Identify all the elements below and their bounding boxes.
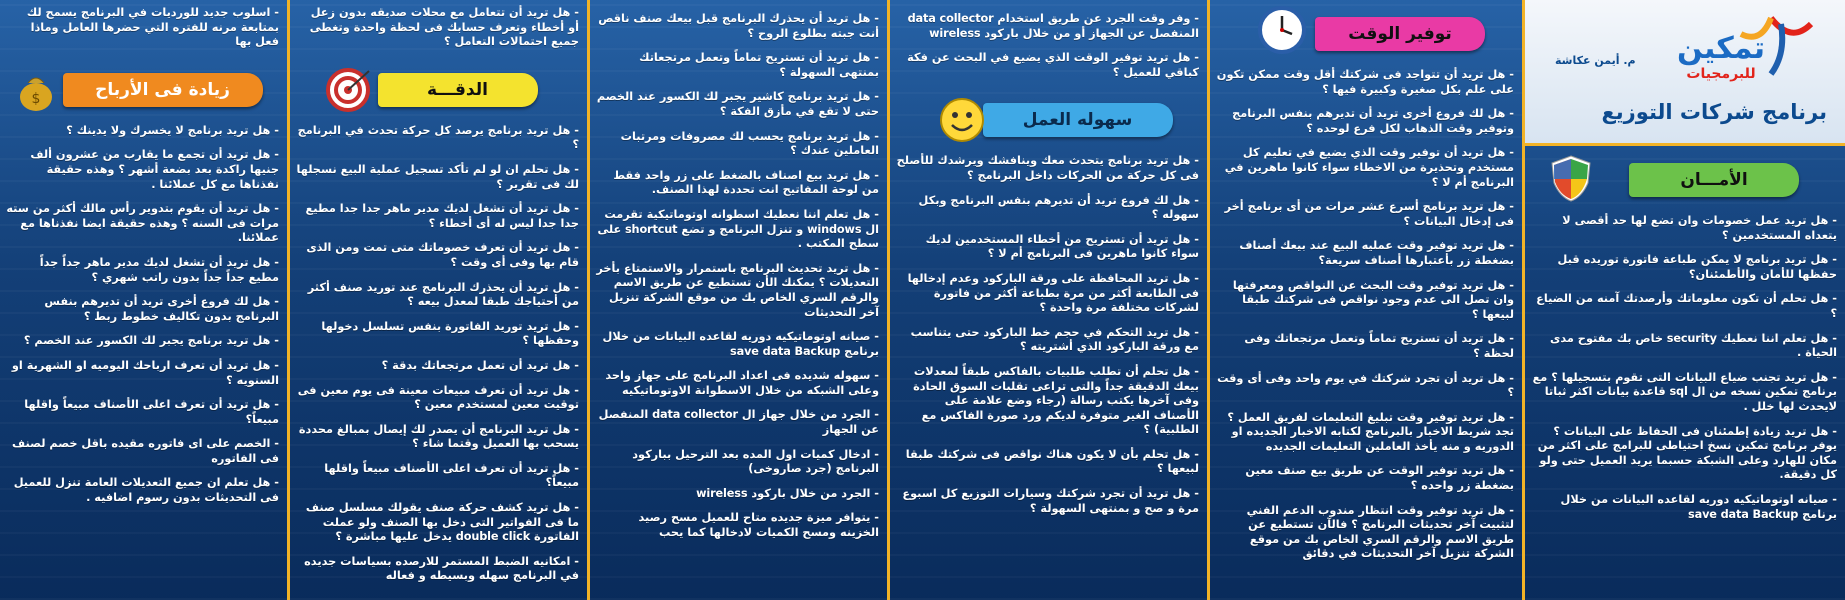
list-item: - هل تريد أن تتعامل مع محلات صديقه بدون زعل أو أخطاء وتعرف حسابك فى لحظة واحدة وتغطى جميع احتمالات التعامل ؟ xyxy=(296,6,579,50)
list-item: - سهوله شديده فى اعداد البرنامج على جهاز واحد وعلى الشبكه من خلال الاسطوانة الاوتوماتيكيه xyxy=(596,369,879,398)
list-item: - هل لك فروع تريد أن تديرهم بنفس البرنامج وبكل سهوله ؟ xyxy=(896,194,1199,223)
column-ease xyxy=(890,0,1210,600)
shield-icon xyxy=(1545,152,1597,204)
list-item: - هل تريد المحافظة على ورقة الباركود وعدم إدخالها فى الطابعة أكثر من مرة بطباعة أكثر من فاتورة لشركات مختلفة مرة واحدة ؟ xyxy=(896,272,1199,316)
list-item: - هل تحلم بأن لا يكون هناك نواقص فى شركتك طبقا لبيعها ؟ xyxy=(896,448,1199,477)
list-item: - هل تريد أن تستريح تماماً وتعمل مرتجعاتك وفى لحظة ؟ xyxy=(1216,332,1514,361)
list-item: - يتوافر ميزة جديده متاح للعميل مسح رصيد الخزينه ومسح الكميات لادخالها كما يحب xyxy=(596,511,879,540)
list-item: - الجرد من خلال باركود wireless xyxy=(596,487,879,502)
list-item: - هل تريد برنامج يرصد كل حركة تحدث في البرنامج ؟ xyxy=(296,124,579,153)
list-item: - ادخال كميات اول المده بعد الترحيل بباركود البرنامج (جرد صاروخى) xyxy=(596,448,879,477)
section-header-ease xyxy=(896,98,1199,142)
list-item: - هل تريد أن تعرف خصوماتك متى تمت ومن الذى قام بها وفى أى وقت ؟ xyxy=(296,241,579,270)
money-bag-icon xyxy=(10,64,62,116)
list-item: - هل تريد البرنامج أن يصدر لك إيصال بمبالغ محددة يسحب بها العميل وقتما شاء ؟ xyxy=(296,423,579,452)
list-item: - الجرد من خلال جهاز ال data collector المنفصل عن الجهاز xyxy=(596,408,879,437)
list-item: - هل تريد عمل خصومات وان تضع لها حد أقصى لا يتعداه المستخدمين ؟ xyxy=(1531,214,1837,243)
logo-subtext: للبرمجيات xyxy=(1686,66,1756,82)
section-title: توفير الوقت xyxy=(1315,17,1485,51)
list-item: - هل تريد بيع اصناف بالضغط على زر واحد فقط من لوحة المفاتيح انت تحددة لهذا الصنف. xyxy=(596,169,879,198)
list-item: - هل تريد برنامج يتحدث معك وينافشك ويرشدك للأصلح فى كل حركة من الحركات داخل البرنامج ؟ xyxy=(896,154,1199,183)
list-item: - هل تريد أن يحذرك البرنامج قبل بيعك صنف ناقص أنت جبته بطلوع الروح ؟ xyxy=(596,12,879,41)
company-logo xyxy=(1621,14,1821,84)
section-title: الأمـــان xyxy=(1629,163,1799,197)
list-item: - هل تريد برنامج أسرع عشر مرات من أى برنامج أخر فى إدخال البيانات ؟ xyxy=(1216,200,1514,229)
clock-icon xyxy=(1256,4,1308,56)
list-item: - هل تريد أن تجرد شركتك وسيارات التوزيع كل اسبوع مرة و صح و بمنتهى السهولة ؟ xyxy=(896,487,1199,516)
list-item: - هل تريد برنامج يحسب لك مصروفات ومرتبات العاملين عندك ؟ xyxy=(596,130,879,159)
list-item: - صيانه اوتوماتيكيه دوريه لقاعده البيانات من خلال برنامج save data Backup xyxy=(1531,493,1837,522)
list-item: - هل تريد توفير وقت تبليغ التعليمات لفريق العمل ؟ تجد شريط الاخبار بالبرنامج لكتابه الاخبار الجديده او الدوريه و منه يأخذ العاملين التعليمات الجديده xyxy=(1216,411,1514,455)
list-item: - هل تريد أن تجرد شركتك في يوم واحد وفى أى وقت ؟ xyxy=(1216,372,1514,401)
list-item: - هل تريد أن تعرف اعلى الأصناف مبيعاً واقلها مبيعاً؟ xyxy=(296,462,579,491)
list-item: - هل تريد كشف حركة صنف يقولك مسلسل صنف ما فى الفواتير التى دخل بها الصنف ولو عملت الفاتورة double click يدخل عليها مباشرة ؟ xyxy=(296,501,579,545)
section-header-security xyxy=(1531,158,1837,202)
section-title: سهوله العمل xyxy=(983,103,1173,137)
list-item: - هل تريد أن تجمع ما يقارب من عشرون ألف جنيها راكدة بعد بضعة أشهر ؟ وهذه حقيقة نفذناها مع كل عملائنا . xyxy=(6,148,279,192)
list-item: - هل تعلم اننا نعطيك اسطوانه اوتوماتيكية تقرمت ال windows و تنزل البرنامج و تضع shortcut على سطح المكتب . xyxy=(596,208,879,252)
list-item: - هل تريد أن تستريح من أخطاء المستخدمين لديك سواء كانوا ماهرين فى البرنامج أم لا ؟ xyxy=(896,233,1199,262)
list-item: - هل تريد توريد الفاتورة بنفس تسلسل دخولها وحفظها ؟ xyxy=(296,320,579,349)
list-item: - امكانيه الضبط المستمر للارصده بسياسات جديده في البرنامج سهله وبسيطه و فعاله xyxy=(296,555,579,584)
list-item: - صيانه اوتوماتيكيه دوريه لقاعده البيانات من خلال برنامج save data Backup xyxy=(596,330,879,359)
section-header-time xyxy=(1216,12,1514,56)
list-item: - هل تريد أن توفير وقت الذي يضيع في تعليم كل مستخدم وتحذيرة من الاخطاء سواء كانوا ماهرين في البرنامج أم لا ؟ xyxy=(1216,146,1514,190)
list-item: - هل تحلم أن تطلب طلبيات بالفاكس طبقاً لمعدلات بيعك الدقيقة جداً والتى تراعى تقلبات السوق الحادة وفى آخرها يكتب رسالة (رجاء وضع علامة على الأصناف الغير متوفرة لديكم ورد صورة الفاكس مع الطلبية) ؟ xyxy=(896,365,1199,438)
list-item: - هل تريد أن تشغل لديك مدير ماهر جداً جداً مطيع جداً جداً بدون راتب شهري ؟ xyxy=(6,256,279,285)
section-title: الدقـــة xyxy=(378,73,538,107)
list-item: - هل تحلم ان لو لم تأكد تسجيل عملية البيع نسجلها لك فى تقرير ؟ xyxy=(296,163,579,192)
logo-text: تمكين xyxy=(1676,31,1766,66)
list-item: - هل تريد تحديث البرنامج باستمرار والاستمتاع بأخر التعديلات ؟ يمكنك الأن تستطيع عن طريق الاسم والرقم السري الخاص بك من موقع الشركة تنزيل آخر التحديثات xyxy=(596,262,879,320)
list-item: - هل تريد أن تشغل لديك مدير ماهر جدا جدا مطيع جدا جدا ليس له أى أخطاء ؟ xyxy=(296,202,579,231)
list-item: - هل تريد توفير وقت البحث عن النواقص ومعرفتها وان تصل الى عدم وجود نواقص فى شركتك طبقا لبيعها ؟ xyxy=(1216,279,1514,323)
list-item: - هل تريد أن تتواجد فى شركتك أقل وقت ممكن تكون على علم بكل صغيرة وكبيرة فيها ؟ xyxy=(1216,68,1514,97)
list-item: - هل تريد تجنب ضياع البيانات التى تقوم بتسجيلها ؟ مع برنامج تمكين نسخه من ال sql قاعدة بيانات اكثر ثباتا لايحدث لها خلل . xyxy=(1531,371,1837,415)
column-accuracy xyxy=(290,0,590,600)
list-item: - هل تريد أن يقوم بتدوير رأس مالك أكثر من سته مرات فى السنه ؟ وهذه حقيقة ايضا نفذناها مع عملائنا. xyxy=(6,202,279,246)
brand-header xyxy=(1525,0,1845,146)
list-item: - هل تريد أن تعمل مرتجعاتك بدقة ؟ xyxy=(296,359,579,374)
column-profit xyxy=(0,0,290,600)
list-item: - هل تعلم ان جميع التعديلات العامة تنزل للعميل فى التحديثات بدون رسوم اضافيه . xyxy=(6,476,279,505)
list-item: - هل تريد برنامج لا يخسرك ولا يدينك ؟ xyxy=(6,124,279,139)
list-item: - هل تريد برنامج كاشير يجبر لك الكسور عند الخصم حتى لا تقع في مأزق الفكة ؟ xyxy=(596,90,879,119)
list-item: - هل لك فروع أخرى تريد أن تديرهم بنفس البرنامج بدون تكاليف خطوط ربط ؟ xyxy=(6,295,279,324)
list-item: - هل تريد أن تعرف اعلى الأصناف مبيعاً واقلها مبيعاً؟ xyxy=(6,398,279,427)
list-item: - هل تريد برنامج يجبر لك الكسور عند الخصم ؟ xyxy=(6,334,279,349)
column-time xyxy=(1210,0,1525,600)
list-item: - هل لك فروع أخرى تريد أن تديرهم بنفس البرنامج وتوفير وقت الذهاب لكل فرع لوحده ؟ xyxy=(1216,107,1514,136)
list-item: - هل تريد أن تعرف مبيعات معينة فى يوم معين فى توقيت معين لمستخدم معين ؟ xyxy=(296,384,579,413)
svg-text:$: $ xyxy=(31,90,41,107)
smiley-icon xyxy=(936,94,988,146)
list-item: - هل تريد توفير الوقت الذي يضيع في البحث عن فكة كباقي للعميل ؟ xyxy=(896,51,1199,80)
target-icon xyxy=(322,64,374,116)
list-item: - هل تريد توفير وقت عمليه البيع عند بيعك أصناف بضغطة زر بأعتبارها أصناف سريعة؟ xyxy=(1216,239,1514,268)
list-item: - هل تريد توفير وقت انتظار مندوب الدعم الفني لتثبيت آخر تحديثات البرنامج ؟ فالآن تستطيع عن طريق الاسم والرقم السري الخاص بك من موقع الشركة تنزيل آخر التحديثات في دقائق xyxy=(1216,504,1514,562)
list-item: - هل تريد التحكم في حجم خط الباركود حتى يتناسب مع ورقة الباركود الذي أشتريته ؟ xyxy=(896,326,1199,355)
list-item: - اسلوب جديد للورديات في البرنامج يسمح لك بمتابعة مرنه للفتره التي حضرها العامل وماذا فعل بها xyxy=(6,6,279,50)
section-header-accuracy xyxy=(296,68,579,112)
list-item: - هل تحلم أن تكون معلوماتك وأرصدتك آمنه من الضياع ؟ xyxy=(1531,292,1837,321)
section-header-profit xyxy=(6,68,279,112)
list-item: - وفر وقت الجرد عن طريق استخدام data collector المنفصل عن الجهاز أو من خلال باركود wireless xyxy=(896,12,1199,41)
page-title: برنامج شركات التوزيع xyxy=(1601,100,1827,124)
list-item: - الخصم على اى فاتوره مقيده باقل خصم لصنف فى الفاتوره xyxy=(6,437,279,466)
list-item: - هل تريد أن تعرف ارباحك اليوميه او الشهرية او السنويه ؟ xyxy=(6,359,279,388)
section-title: زيادة فى الأرباح xyxy=(63,73,263,107)
list-item: - هل تريد زيادة إطمئنان فى الحفاظ على البيانات ؟ يوفر برنامج تمكين نسخ احتياطى للبرامج على اكثر من مكان للهارد وعلى الشبكة حسبما يريد العميل حتى ولو كل دقيقة. xyxy=(1531,425,1837,483)
list-item: - هل تعلم اننا نعطيك security خاص بك مفتوح مدى الحياة . xyxy=(1531,332,1837,361)
list-item: - هل تريد أن يحذرك البرنامج عند توريد صنف أكثر من أحتياجك طبقا لمعدل بيعه ؟ xyxy=(296,281,579,310)
list-item: - هل تريد توفير الوقت عن طريق بيع صنف معين بضغطة زر واحده ؟ xyxy=(1216,464,1514,493)
column-security xyxy=(1525,0,1845,600)
list-item: - هل تريد أن تستريح تماماً وتعمل مرتجعاتك بمنتهى السهولة ؟ xyxy=(596,51,879,80)
column-features xyxy=(590,0,890,600)
author-name: م. أيمن عكاشة xyxy=(1555,54,1636,67)
list-item: - هل تريد برنامج لا يمكن طباعة فاتورة توريده قبل حفظها للأمان والأطمئنان؟ xyxy=(1531,253,1837,282)
